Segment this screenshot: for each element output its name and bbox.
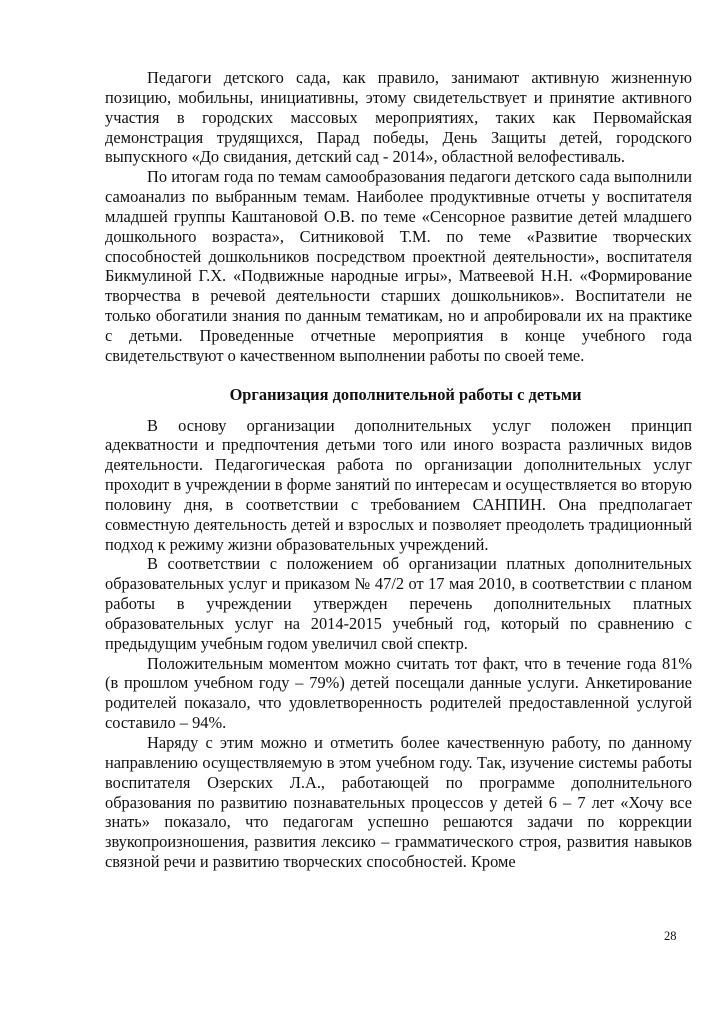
section-heading: Организация дополнительной работы с детьми bbox=[229, 384, 582, 404]
paragraph-attendance: Положительным моментом можно считать тот факт, что в течение года 81% (в прошлом учебном году – 79%) детей посещали данные услуги. Анкетирование родителей показало, что удовлетворенность родителей предоставленной услугой составило – 94%. bbox=[105, 653, 692, 733]
document-page bbox=[105, 68, 692, 872]
paragraph-paid-services: В соответствии с положением об организации платных дополнительных образовательных услуг и приказом № 47/2 от 17 мая 2010, в соответствии с планом работы в учреждении утвержден перечень дополнительных платных образовательных услуг на 2014-2015 учебный год, который по сравнению с предыдущим учебным годом увеличил свой спектр. bbox=[105, 554, 692, 653]
paragraph-teacher-activity: Педагоги детского сада, как правило, занимают активную жизненную позицию, мобильны, инициативны, этому свидетельствует и принятие активного участия в городских массовых мероприятиях, таких как Первомайская демонстрация трудящихся, Парад победы, День Защиты детей, городского выпускного «До свидания, детский сад - 2014», областной велофестиваль. bbox=[105, 68, 692, 167]
paragraph-quality-work: Наряду с этим можно и отметить более качественную работу, по данному направлению осуществляемую в этом учебном году. Так, изучение системы работы воспитателя Озерских Л.А., работающей по программе дополнительного образования по развитию познавательных процессов у детей 6 – 7 лет «Хочу все знать» показало, что педагогам успешно решаются задачи по коррекции звукопроизношения, развития лексико – грамматического строя, развития навыков связной речи и развитию творческих способностей. Кроме bbox=[105, 733, 692, 872]
page-number: 28 bbox=[664, 929, 677, 943]
paragraph-self-education: По итогам года по темам самообразования педагоги детского сада выполнили самоанализ по выбранным темам. Наиболее продуктивные отчеты у воспитателя младшей группы Каштановой О.В. по теме «Сенсорное развитие детей младшего дошкольного возраста», Ситниковой Т.М. по теме «Развитие творческих способностей дошкольников посредством проектной деятельности», воспитателя Бикмулиной Г.Х. «Подвижные народные игры», Матвеевой Н.Н. «Формирование творчества в речевой деятельности старших дошкольников». Воспитатели не только обогатили знания по данным тематикам, но и апробировали их на практике с детьми. Проведенные отчетные мероприятия в конце учебного года свидетельствуют о качественном выполнении работы по своей теме. bbox=[105, 167, 692, 365]
paragraph-additional-services: В основу организации дополнительных услуг положен принцип адекватности и предпочтения детьми того или иного возраста различных видов деятельности. Педагогическая работа по организации дополнительных услуг проходит в учреждении в форме занятий по интересам и осуществляется во вторую половину дня, в соответствии с требованием САНПИН. Она предполагает совместную деятельность детей и взрослых и позволяет преодолеть традиционный подход к режиму жизни образовательных учреждений. bbox=[105, 415, 692, 554]
